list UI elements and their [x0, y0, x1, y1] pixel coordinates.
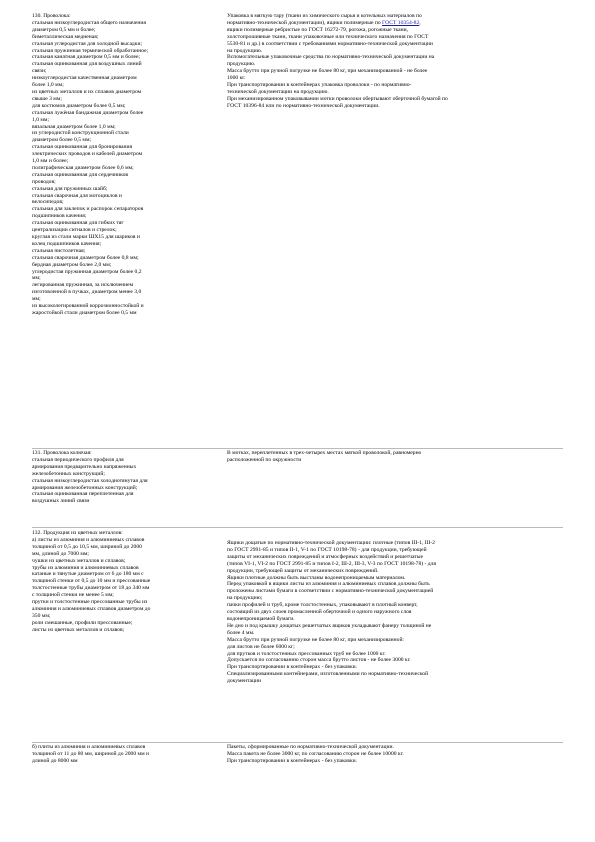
text-line: проложены листами бумаги в соответствии с нормативно-технической документацией — [227, 588, 434, 595]
section-132-packing-column — [227, 540, 563, 685]
text-line: колец подшипников качения; — [32, 240, 102, 247]
text-line: мм, длиной до 7000 мм; — [32, 550, 89, 557]
text-line: 1,0 мм и более; — [32, 158, 69, 165]
text-line: на продукцию; — [227, 595, 263, 602]
text-line: 350 мм; — [32, 612, 51, 619]
text-line: Упаковка в мягкую тару (ткани из химического сырья и котельных материалов по — [227, 13, 422, 19]
text-line: стальная лужёная бандажная диаметром более — [32, 109, 144, 116]
section-132b-packing-column — [227, 744, 563, 765]
text-line: диаметром 0,5 мм и более; — [32, 26, 96, 33]
text-line: стальная оцинкованная переплетенная для — [32, 491, 134, 498]
text-line: Масса пакета не более 3000 кг, по согласованию сторон не более 10000 кг. — [227, 750, 404, 757]
text-line: круглая из стали марки ШХ15 для шариков и — [32, 234, 140, 240]
text-line: по ГОСТ 2991-85 и типов II-1, V-1 по ГОСТ 10198-78) - для продукции, требующей — [227, 546, 427, 553]
text-line: пачки профилей и труб, кроме толстостенных, упаковывают в плотный конверт, — [227, 602, 418, 609]
text-line: связи; — [32, 68, 47, 75]
text-line: армирования предварительно напряженных — [32, 463, 137, 470]
row-divider — [32, 742, 563, 743]
text-line: стальная оцинкованная для гибких тяг — [32, 220, 124, 227]
text-line: стальная пружинная термической обработанное; — [32, 47, 149, 54]
text-line: катаные и тянутые диаметром от 6 до 180 мм с — [32, 571, 144, 578]
text-line: воздушных линий связи — [32, 498, 90, 505]
text-line: продукцию. — [227, 61, 256, 68]
text-line: вязальная диаметром более 1,0 мм; — [32, 123, 116, 130]
text-line: для листов не более 6000 кг; — [227, 643, 295, 650]
text-line: велосипедов; — [32, 199, 64, 206]
text-line: При транспортировании в контейнерах - без упаковки. — [227, 664, 358, 671]
text-line: (типов VI-1, VI-2 по ГОСТ 2991-85 и типов I-2, III-2, III-3, V-3 по ГОСТ 10198-78) - для — [227, 560, 436, 567]
section-132 — [32, 530, 563, 740]
text-line: Специализированными контейнерами, изготовленными по нормативно-технической — [227, 671, 429, 678]
text-line: роли смешанные, профили прессованные; — [32, 619, 133, 626]
text-line: электрических проводов и кабелей диаметром — [32, 151, 143, 158]
text-line: толщиной стенки от 0,5 до 10 мм и прессованные — [32, 578, 151, 585]
text-line: состоящий из двух слоев промасленной оберточной и одного наружного слоя — [227, 609, 412, 616]
text-line: При транспортировании в контейнерах - без упаковки. — [227, 757, 358, 764]
row-divider — [32, 448, 563, 449]
text-line: Не дно и под крышку дощатых решетчатых ящиков укладывают фанеру толщиной не — [227, 622, 432, 629]
text-line: диаметром более 0,5 мм; — [32, 137, 92, 144]
text-line: чушки из цветных металлов и сплавов; — [32, 557, 126, 564]
text-line: армирования железобетонных конструкций; — [32, 484, 138, 491]
text-line: 130. Проволока: — [32, 13, 71, 19]
text-line: водонепроницаемой бумаги. — [227, 615, 295, 622]
text-line: стальная пистолетная; — [32, 247, 86, 254]
section-131-item-column — [32, 450, 214, 505]
text-line: Перед упаковкой в ящики листы из алюминия и алюминиевых сплавов должны быть — [227, 581, 430, 588]
text-line: 1000 кг. — [227, 75, 246, 82]
row-divider — [32, 527, 563, 528]
section-131 — [32, 450, 563, 530]
text-line: толщиной от 11 до 80 мм, шириной до 2000 мм и — [32, 750, 150, 757]
text-line: низкоуглеродистая качественная диаметром — [32, 75, 137, 82]
text-line: б) плиты из алюминия и алюминиевых сплавов — [32, 744, 146, 750]
text-line: алюминия и алюминиевых сплавов диаметром до — [32, 605, 151, 612]
section-130 — [32, 13, 563, 319]
text-line: нормативно-технической документации), ящики полимерные по ГОСТ 10354-82, — [227, 19, 421, 26]
text-line: При механизированном упаковывании мотки проволоки обертывают оберточной бумагой по — [227, 95, 448, 102]
text-line: листы из цветных металлов и сплавов; — [32, 626, 125, 633]
text-line: продукции, требующей защиты от механических повреждений. — [227, 567, 379, 574]
text-line: стальная сварочная диаметром более 0,8 мм; — [32, 254, 139, 261]
text-line: более 1,0 мм; — [32, 82, 64, 89]
section-130-packing-column — [227, 13, 563, 110]
text-line: стальная низкоуглеродистая общего назначения — [32, 19, 146, 26]
text-line: холстопрошивные ткани, ткани упаковочные или технического назначения по ГОСТ — [227, 33, 429, 40]
text-line: стальная для пружинных шайб; — [32, 185, 108, 192]
text-line: толстостенные трубы диаметром от 18 до 340 мм — [32, 585, 150, 592]
text-line: проводов; — [32, 178, 56, 185]
text-line: жаростойкой стали диаметром более 0,5 мм — [32, 309, 137, 316]
text-line: железобетонных конструкций; — [32, 470, 105, 477]
text-line: Пакеты, сформированные по нормативно-технической документации. — [227, 744, 394, 750]
text-line: 132. Продукция из цветных металлов: — [32, 530, 123, 536]
text-line: изготовленной в пучках, диаметром менее 3,0 — [32, 289, 142, 296]
text-line: Масса брутто при ручной погрузке не более 80 кг, при механизированной - не более — [227, 68, 428, 75]
text-line: Допускается по согласованию сторон масса брутто листов - не более 3000 кг. — [227, 657, 411, 664]
text-line: централизации сигналов и стрелок; — [32, 227, 117, 234]
text-line: мм; — [32, 296, 41, 303]
text-line: свыше 3 мм; — [32, 95, 62, 102]
text-line: бердная диаметром более 2,0 мм; — [32, 261, 112, 268]
text-line: технической документации на продукцию. — [227, 88, 329, 95]
text-line: 131. Проволока колючая: — [32, 450, 92, 456]
text-line: защиты от механических повреждений и атмосферных воздействий и решетчатые — [227, 553, 423, 560]
section-131-packing-column — [227, 450, 563, 464]
text-line: углеродистая пружинная диаметром более 0,2 — [32, 268, 142, 275]
text-line: При транспортировании в контейнерах упаковка проволоки - по нормативно- — [227, 82, 412, 89]
text-line: длиной до 8000 мм — [32, 757, 78, 764]
text-line: стальная для заклепок и распорок сепараторов — [32, 206, 144, 213]
section-132-item-column — [32, 530, 214, 634]
text-line: на продукцию. — [227, 47, 263, 54]
text-line: стальная оцинкованная для бронирования — [32, 144, 133, 151]
section-132b — [32, 744, 563, 774]
text-line: ГОСТ 10396-84 или по нормативно-технической документации. — [227, 102, 380, 109]
gost-link[interactable]: ГОСТ 10354-82 — [382, 19, 420, 26]
text-line: Ящики дощатые по нормативно-технической документации: плотные (типов III-1, III-2 — [227, 540, 435, 546]
text-line: для прутков и толстостенных прессованных труб не более 1000 кг. — [227, 650, 386, 657]
text-line: В мотках, переплетенных в трех-четырех местах мягкой проволокой, равномерно — [227, 450, 422, 456]
text-line: расположенной по окружности — [227, 456, 302, 463]
text-line: 5530-81 и др.) в соответствии с требованиями нормативно-технической документации — [227, 40, 433, 47]
text-line: из высоколегированной коррозионностойкой и — [32, 303, 144, 310]
text-line: стальная оцинкованная для сердечников — [32, 171, 129, 178]
text-line: для костюмов диаметром более 0,5 мм; — [32, 102, 126, 109]
text-line: из цветных металлов и их сплавов диаметром — [32, 88, 142, 95]
text-line: трубы из алюминия и алюминиевых сплавов — [32, 564, 139, 571]
text-line: из углеродистой конструкционной стали — [32, 130, 129, 137]
section-130-item-column — [32, 13, 214, 317]
text-line: Масса брутто при ручной погрузке не более 80 кг, при механизированной: — [227, 636, 404, 643]
text-line: прутки и толстостенные прессованные трубы из — [32, 599, 148, 606]
text-line: ящики полимерные ребристые по ГОСТ 16272-79, рогожа, рогожные ткани, — [227, 26, 408, 33]
text-line: стальная периодического профиля для — [32, 456, 124, 463]
text-line: документации — [227, 678, 261, 685]
text-line: стальная канатная диаметром 0,5 мм и более; — [32, 54, 141, 61]
section-132b-item-column — [32, 744, 214, 765]
text-line: стальная оцинкованная для воздушных линий — [32, 61, 142, 68]
text-line: стальная углеродистая для холодной высадки; — [32, 40, 143, 47]
text-line: с толщиной стенки не менее 5 мм; — [32, 592, 114, 599]
text-line: мм; — [32, 275, 41, 282]
text-line: полиграфическая диаметром более 0,6 мм; — [32, 164, 134, 171]
text-line: биметаллическая медненая; — [32, 33, 99, 40]
text-line: легированная пружинная, за исключением — [32, 282, 134, 289]
text-line: а) листы из алюминия и алюминиевых сплавов — [32, 536, 145, 543]
text-line: стальная низкоуглеродистая холоднотянутая для — [32, 477, 148, 484]
text-line: толщиной от 0,5 до 10,5 мм, шириной до 2000 — [32, 543, 142, 550]
text-line: подшипников качения; — [32, 213, 87, 220]
text-line: стальная сварочная для мотоциклов и — [32, 192, 122, 199]
text-line: 1,0 мм; — [32, 116, 50, 123]
text-line: более 4 мм. — [227, 629, 255, 636]
text-line: Ящики плотные должны быть выстланы водонепроницаемым материалом. — [227, 574, 406, 581]
text-line: Вспомогательные упаковочные средства по нормативно-технической документации на — [227, 54, 435, 61]
